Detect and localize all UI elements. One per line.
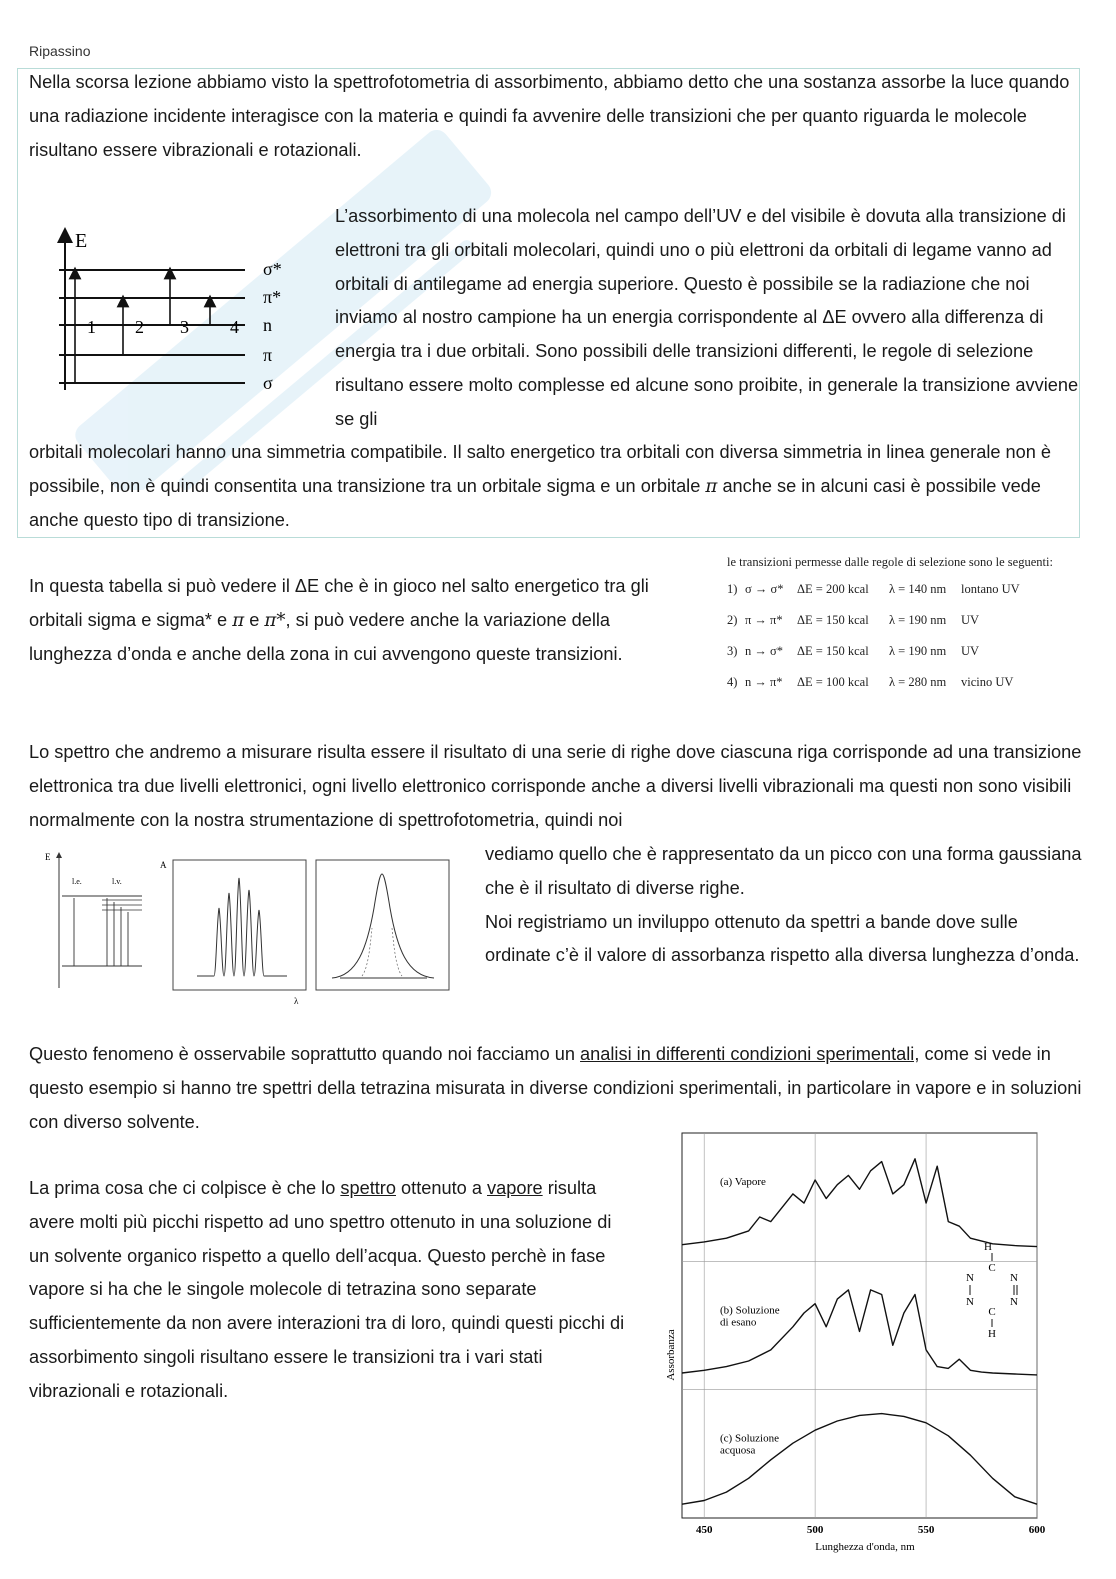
atom-label: N	[966, 1272, 974, 1284]
x-tick-label: 450	[695, 1524, 713, 1536]
atom-label: C	[988, 1306, 996, 1318]
transition-label: 2	[135, 317, 144, 337]
x-tick-label: 500	[806, 1524, 824, 1536]
table-row: 2) π → π* ΔE = 150 kcal λ = 190 nm UV	[727, 613, 980, 627]
atom-label: N	[1010, 1272, 1018, 1284]
series-label: di esano	[720, 1316, 757, 1329]
absorption-paragraph: L’assorbimento di una molecola nel campo dell’UV e del visibile è dovuta alla transizione di elettroni tra gli orbitali molecolari, quindi uno o più elettroni da orbitali di legame vanno ad orbitali di antilegame ad energia superiore. Questo è possibile se la radiazione che noi inviamo al nostro campione ha un energia corrispondente al ΔE ovvero alla differenza di energia tra i due orbitali. Sono possibili delle transizioni differenti, le regole di selezione risultano essere molto complesse ed alcune sono proibite, in generale la transizione avviene se gli	[335, 206, 1079, 429]
x-tick-label: 550	[917, 1524, 935, 1536]
e-axis-label: E	[45, 852, 51, 862]
spectrum-paragraph: Lo spettro che andremo a misurare risulta essere il risultato di una serie di righe dove ciascuna riga corrisponde ad una transizione elettronica tra due livelli elettronici, ogni livello elettronico corrisponde anche a diversi livelli vibrazionali ma questi non sono visibili normalmente con la nostra strumentazione di spettrofotometria, quindi noi	[29, 742, 1082, 830]
table-header: le transizioni permesse dalle regole di selezione sono le seguenti:	[727, 555, 1053, 569]
level-label: π	[263, 345, 273, 365]
atom-label: H	[988, 1328, 996, 1340]
level-label: σ*	[263, 259, 282, 279]
level-label: n	[263, 315, 272, 335]
series-label: acquosa	[720, 1444, 756, 1457]
vapor-paragraph: La prima cosa che ci colpisce è che lo spettro ottenuto a vapore risulta avere molti più picchi rispetto ad uno spettro ottenuto in una soluzione di un solvente organico rispetto a quello dell’acqua. Questo perchè in fase vapore si ha che le singole molecole di tetrazina sono separate sufficientemente da non avere interazioni tra di loro, quindi questi picchi di assorbimento singoli risultano essere le transizioni tra i vari stati vibrazionali e rotazionali.	[29, 1178, 625, 1401]
series-label: (c) Soluzione	[720, 1432, 779, 1445]
level-label: π*	[263, 287, 282, 307]
series-label: (b) Soluzione	[720, 1304, 780, 1317]
line-spectrum	[197, 878, 287, 976]
series-line	[682, 1414, 1037, 1505]
absorbance-label: A	[160, 860, 167, 870]
section-label: Ripassino	[29, 43, 91, 59]
series-line	[682, 1290, 1037, 1375]
level-label: σ	[263, 373, 273, 393]
intro-paragraph: Nella scorsa lezione abbiamo visto la spettrofotometria di assorbimento, abbiamo detto che una sostanza assorbe la luce quando una radiazione incidente interagisce con la materia e quindi fa avvenire delle transizioni che per quanto riguarda le molecole risultano essere vibrazionali e rotazionali.	[29, 72, 1070, 160]
transitions-table	[727, 555, 1087, 706]
energy-level-diagram	[45, 225, 305, 405]
atom-label: N	[1010, 1296, 1018, 1308]
tetrazine-spectra-chart	[660, 1125, 1060, 1565]
gaussian-envelope	[332, 874, 434, 978]
table-description: In questa tabella si può vedere il ΔE che è in gioco nel salto energetico tra gli orbitali sigma e sigma* e π e π*, si può vedere anche la variazione della lunghezza d’onda e anche della zona in cui avvengono queste transizioni.	[29, 576, 649, 664]
table-row: 4) n → π* ΔE = 100 kcal λ = 280 nm vicino UV	[727, 675, 1014, 689]
underlined-phrase: analisi in differenti condizioni sperimentali,	[580, 1044, 920, 1064]
atom-label: N	[966, 1296, 974, 1308]
wavelength-label: λ	[294, 996, 299, 1006]
spectrum-side-paragraph: vediamo quello che è rappresentato da un picco con una forma gaussiana che è il risultato di diverse righe. Noi registriamo un inviluppo ottenuto da spettri a bande dove sulle ordinate c’è il valore di assorbanza rispetto alla diversa lunghezza d’onda.	[485, 844, 1082, 966]
series-line	[682, 1159, 1037, 1247]
conditions-paragraph: Questo fenomeno è osservabile soprattutto quando noi facciamo un analisi in differenti condizioni sperimentali, come si vede in questo esempio si hanno tre spettri della tetrazina misurata in diverse condizioni sperimentali, in particolare in vapore e in soluzioni con diverso solvente.	[29, 1044, 1082, 1132]
absorption-paragraph-continued: orbitali molecolari hanno una simmetria compatibile. Il salto energetico tra orbitali con diversa simmetria in linea generale non è possibile, non è quindi consentita una transizione tra un orbitale sigma e un orbitale π anche se in alcuni casi è possibile vede anche questo tipo di transizione.	[29, 442, 1052, 530]
series-label: (a) Vapore	[720, 1176, 766, 1188]
table-row: 3) n → σ* ΔE = 150 kcal λ = 190 nm UV	[727, 644, 980, 658]
vibrational-level-label: l.v.	[112, 877, 122, 886]
energy-axis-label: E	[75, 230, 88, 252]
x-tick-label: 600	[1028, 1524, 1046, 1536]
table-row: 1) σ → σ* ΔE = 200 kcal λ = 140 nm lontano UV	[727, 582, 1020, 596]
transition-label: 1	[87, 317, 96, 337]
atom-label: H	[984, 1241, 992, 1253]
y-axis-label: Assorbanza	[665, 1329, 677, 1381]
x-axis-label: Lunghezza d'onda, nm	[815, 1541, 915, 1553]
transition-label: 4	[230, 317, 239, 337]
band-spectrum-figure	[42, 848, 457, 1008]
transition-label: 3	[180, 317, 189, 337]
tetrazine-structure	[966, 1241, 1018, 1340]
atom-label: C	[988, 1262, 996, 1274]
electronic-level-label: l.e.	[72, 877, 82, 886]
